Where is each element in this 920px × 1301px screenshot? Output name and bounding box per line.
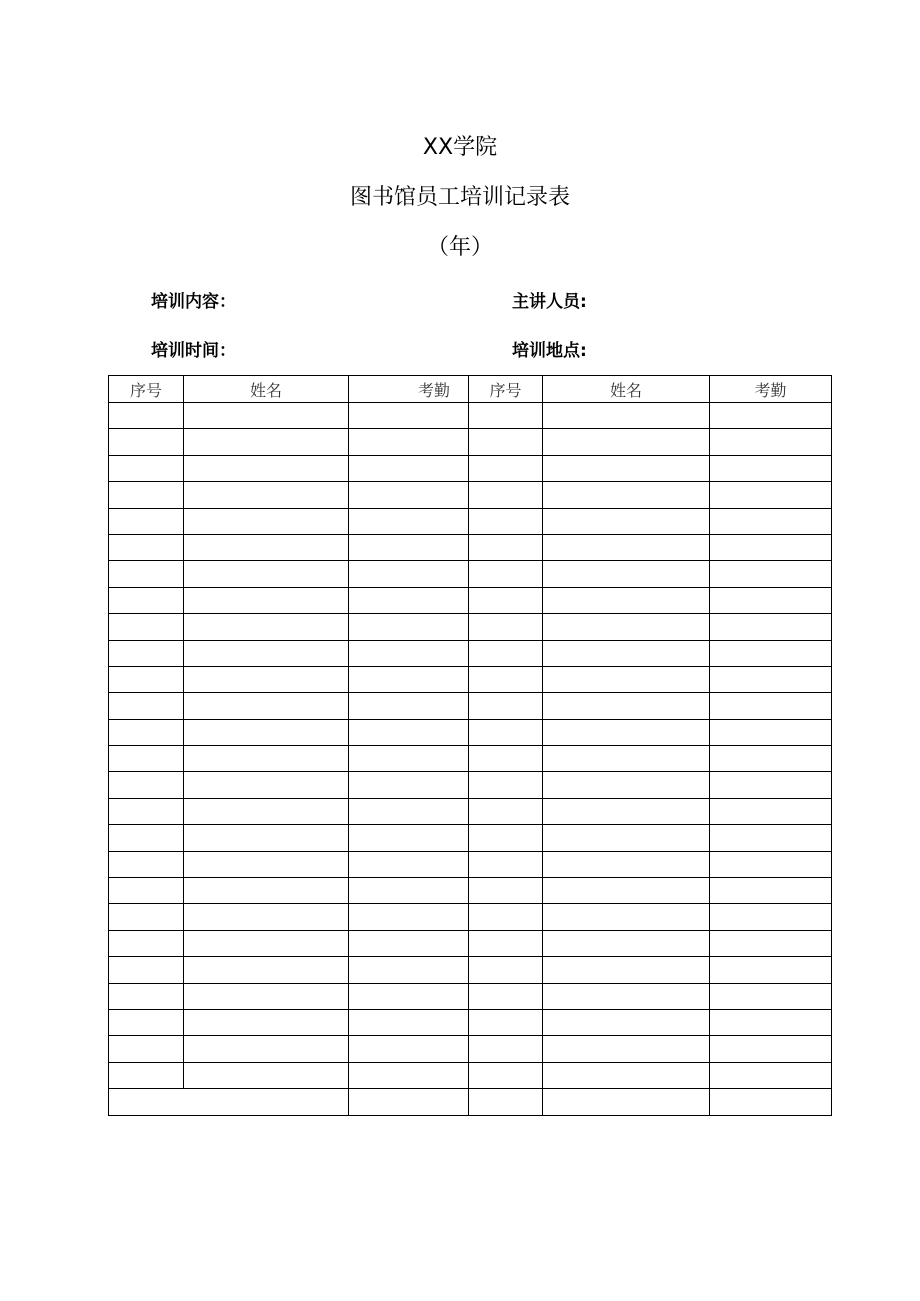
table-row <box>109 1036 832 1062</box>
table-row <box>109 825 832 851</box>
table-cell <box>543 508 710 534</box>
table-row <box>109 587 832 613</box>
table-cell <box>469 640 543 666</box>
table-cell <box>349 878 469 904</box>
table-cell <box>543 429 710 455</box>
table-cell <box>349 693 469 719</box>
table-cell <box>543 904 710 930</box>
table-cell <box>543 482 710 508</box>
table-cell <box>710 957 832 983</box>
table-cell <box>543 1089 710 1115</box>
table-cell <box>469 746 543 772</box>
table-cell <box>184 1036 349 1062</box>
table-cell <box>710 561 832 587</box>
table-row <box>109 534 832 560</box>
table-cell <box>109 534 184 560</box>
table-cell <box>109 429 184 455</box>
table-cell <box>543 561 710 587</box>
table-cell <box>543 614 710 640</box>
table-cell <box>710 904 832 930</box>
table-row <box>109 719 832 745</box>
table-cell <box>349 1036 469 1062</box>
table-cell <box>184 666 349 692</box>
table-cell <box>710 587 832 613</box>
table-cell <box>710 1062 832 1088</box>
table-cell <box>543 1062 710 1088</box>
table-cell <box>469 455 543 481</box>
table-cell <box>184 429 349 455</box>
table-cell <box>349 534 469 560</box>
table-cell <box>109 1062 184 1088</box>
table-cell <box>184 772 349 798</box>
table-cell <box>469 983 543 1009</box>
table-cell <box>543 746 710 772</box>
table-cell <box>543 983 710 1009</box>
table-cell <box>184 798 349 824</box>
table-cell <box>469 719 543 745</box>
table-cell <box>710 429 832 455</box>
table-cell <box>469 666 543 692</box>
table-cell <box>710 878 832 904</box>
table-row <box>109 693 832 719</box>
table-cell <box>349 640 469 666</box>
table-cell <box>184 561 349 587</box>
table-header-row <box>109 376 832 403</box>
table-cell <box>109 930 184 956</box>
table-cell <box>109 957 184 983</box>
table-row <box>109 429 832 455</box>
table-row <box>109 1089 832 1115</box>
table-cell <box>710 1036 832 1062</box>
table-cell <box>109 455 184 481</box>
table-cell <box>349 983 469 1009</box>
table-cell <box>349 904 469 930</box>
column-header-name-left: 姓名 <box>184 376 349 403</box>
table-cell <box>543 930 710 956</box>
table-cell <box>349 746 469 772</box>
table-cell <box>710 508 832 534</box>
table-cell <box>349 429 469 455</box>
column-header-index-left: 序号 <box>109 376 184 403</box>
table-row <box>109 403 832 429</box>
table-cell <box>543 693 710 719</box>
table-cell <box>184 482 349 508</box>
table-cell <box>184 878 349 904</box>
table-cell <box>710 693 832 719</box>
table-cell <box>109 825 184 851</box>
table-cell <box>710 482 832 508</box>
table-cell <box>109 851 184 877</box>
table-cell <box>184 851 349 877</box>
table-cell <box>543 798 710 824</box>
table-cell <box>184 719 349 745</box>
table-cell <box>109 561 184 587</box>
table-cell <box>184 403 349 429</box>
table-cell <box>109 1089 349 1115</box>
table-cell <box>349 403 469 429</box>
table-cell <box>469 587 543 613</box>
table-cell <box>109 666 184 692</box>
table-cell <box>469 561 543 587</box>
column-header-attendance-left: 考勤 <box>349 376 469 403</box>
table-cell <box>109 878 184 904</box>
table-cell <box>109 798 184 824</box>
table-cell <box>543 1036 710 1062</box>
table-row <box>109 798 832 824</box>
table-cell <box>109 719 184 745</box>
table-cell <box>184 1062 349 1088</box>
table-cell <box>469 851 543 877</box>
table-cell <box>109 614 184 640</box>
table-cell <box>543 666 710 692</box>
table-cell <box>469 403 543 429</box>
table-cell <box>109 1036 184 1062</box>
table-cell <box>349 957 469 983</box>
table-cell <box>109 983 184 1009</box>
table-cell <box>469 825 543 851</box>
table-row <box>109 1009 832 1035</box>
table-row <box>109 878 832 904</box>
table-cell <box>349 930 469 956</box>
table-cell <box>469 693 543 719</box>
table-cell <box>349 1009 469 1035</box>
table-cell <box>543 1009 710 1035</box>
table-cell <box>469 534 543 560</box>
table-cell <box>184 983 349 1009</box>
table-row <box>109 851 832 877</box>
table-cell <box>469 614 543 640</box>
table-cell <box>710 1089 832 1115</box>
table-cell <box>349 614 469 640</box>
table-cell <box>710 851 832 877</box>
table-cell <box>469 904 543 930</box>
table-cell <box>184 587 349 613</box>
table-cell <box>710 666 832 692</box>
table-row <box>109 508 832 534</box>
table-row <box>109 482 832 508</box>
table-cell <box>710 772 832 798</box>
table-row <box>109 957 832 983</box>
table-cell <box>109 904 184 930</box>
table-cell <box>469 429 543 455</box>
table-cell <box>710 614 832 640</box>
table-cell <box>710 455 832 481</box>
table-cell <box>543 587 710 613</box>
column-header-index-right: 序号 <box>469 376 543 403</box>
table-cell <box>710 1009 832 1035</box>
table-cell <box>543 403 710 429</box>
training-content-label: 培训内容： <box>151 292 236 312</box>
table-row <box>109 930 832 956</box>
table-cell <box>109 772 184 798</box>
table-cell <box>349 482 469 508</box>
table-cell <box>184 904 349 930</box>
table-cell <box>469 508 543 534</box>
table-row <box>109 666 832 692</box>
table-cell <box>469 482 543 508</box>
table-cell <box>710 640 832 666</box>
table-cell <box>349 455 469 481</box>
table-cell <box>184 534 349 560</box>
table-row <box>109 561 832 587</box>
table-cell <box>184 508 349 534</box>
table-cell <box>349 772 469 798</box>
table-cell <box>109 403 184 429</box>
table-cell <box>543 851 710 877</box>
table-cell <box>710 719 832 745</box>
table-cell <box>349 666 469 692</box>
attendance-table <box>108 375 832 1116</box>
speaker-label: 主讲人员: <box>512 292 587 312</box>
table-cell <box>710 983 832 1009</box>
table-cell <box>710 534 832 560</box>
table-cell <box>184 957 349 983</box>
table-cell <box>184 930 349 956</box>
table-cell <box>543 455 710 481</box>
table-cell <box>543 719 710 745</box>
table-cell <box>349 508 469 534</box>
table-cell <box>543 825 710 851</box>
year-line: （年） <box>426 235 493 260</box>
table-cell <box>184 825 349 851</box>
table-cell <box>469 1062 543 1088</box>
form-title: 图书馆员工培训记录表 <box>349 185 570 210</box>
table-cell <box>184 1009 349 1035</box>
table-cell <box>184 640 349 666</box>
table-cell <box>349 561 469 587</box>
table-cell <box>543 772 710 798</box>
table-cell <box>109 508 184 534</box>
table-cell <box>543 640 710 666</box>
table-cell <box>109 482 184 508</box>
table-cell <box>349 825 469 851</box>
table-cell <box>349 1089 469 1115</box>
table-cell <box>469 930 543 956</box>
table-cell <box>469 1036 543 1062</box>
table-row <box>109 983 832 1009</box>
training-time-label: 培训时间： <box>151 341 236 361</box>
table-cell <box>710 746 832 772</box>
table-cell <box>710 825 832 851</box>
table-cell <box>710 930 832 956</box>
table-row <box>109 904 832 930</box>
table-row <box>109 614 832 640</box>
table-cell <box>109 587 184 613</box>
column-header-name-right: 姓名 <box>543 376 710 403</box>
table-cell <box>184 693 349 719</box>
table-cell <box>109 1009 184 1035</box>
table-row <box>109 640 832 666</box>
table-cell <box>184 455 349 481</box>
table-cell <box>710 403 832 429</box>
table-cell <box>184 746 349 772</box>
table-cell <box>349 851 469 877</box>
table-cell <box>109 746 184 772</box>
table-cell <box>469 878 543 904</box>
table-cell <box>469 772 543 798</box>
table-cell <box>184 614 349 640</box>
table-cell <box>349 587 469 613</box>
table-cell <box>469 1009 543 1035</box>
training-location-label: 培训地点: <box>512 341 587 361</box>
table-body <box>109 403 832 1116</box>
column-header-attendance-right: 考勤 <box>710 376 832 403</box>
table-cell <box>349 798 469 824</box>
table-cell <box>109 693 184 719</box>
table-cell <box>349 719 469 745</box>
table-cell <box>543 534 710 560</box>
table-cell <box>543 957 710 983</box>
institution-title: XX学院 <box>422 135 498 160</box>
table-cell <box>710 798 832 824</box>
table-cell <box>469 798 543 824</box>
table-row <box>109 1062 832 1088</box>
table-cell <box>349 1062 469 1088</box>
table-row <box>109 772 832 798</box>
table-cell <box>109 640 184 666</box>
table-row <box>109 746 832 772</box>
table-row <box>109 455 832 481</box>
table-cell <box>469 957 543 983</box>
table-cell <box>469 1089 543 1115</box>
table-cell <box>543 878 710 904</box>
